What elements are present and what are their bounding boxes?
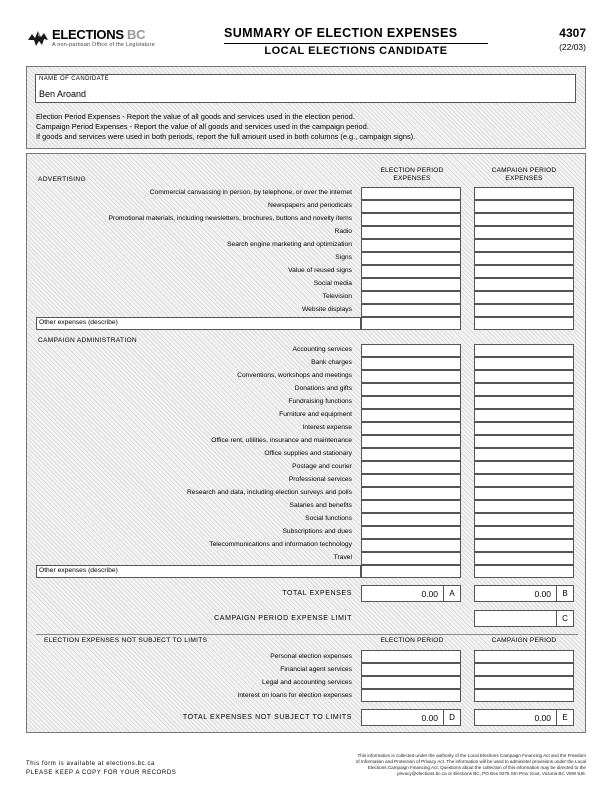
- campaign-expense-input[interactable]: [474, 663, 574, 676]
- row-label: Furniture and equipment: [279, 411, 352, 418]
- campaign-expense-input[interactable]: [474, 278, 574, 291]
- campaign-expense-input[interactable]: [474, 689, 574, 702]
- campaign-expense-input[interactable]: [474, 239, 574, 252]
- row-label: Television: [322, 293, 352, 300]
- row-label: Telecommunications and information technology: [209, 541, 352, 548]
- row-label: Legal and accounting services: [262, 679, 352, 686]
- total-not-subject-campaign-value: 0.00: [534, 713, 551, 723]
- total-election-code: A: [443, 586, 460, 601]
- privacy-line: privacy@elections.bc.ca or Elections BC, PO Box 9275 Stn Prov Govt, Victoria BC V8W 9J6.: [397, 771, 586, 776]
- row-label: Financial agent services: [280, 666, 352, 673]
- campaign-expense-input[interactable]: [474, 396, 574, 409]
- campaign-expense-input[interactable]: [474, 357, 574, 370]
- campaign-limit-code: C: [556, 611, 573, 626]
- row-label: Travel: [333, 554, 352, 561]
- campaign-expense-input[interactable]: [474, 552, 574, 565]
- advertising-heading: ADVERTISING: [38, 176, 86, 183]
- row-label: Promotional materials, including newsletters, brochures, buttons and novelty items: [108, 215, 352, 222]
- row-label: Conventions, workshops and meetings: [237, 372, 352, 379]
- election-expense-input[interactable]: [361, 539, 461, 552]
- row-label: Interest expense: [302, 424, 352, 431]
- instruction-both: If goods and services were used in both periods, report the full amount used in both columns (e.g., campaign signs).: [36, 132, 416, 141]
- election-expense-input[interactable]: [361, 650, 461, 663]
- administration-other-description-input[interactable]: [36, 565, 361, 578]
- candidate-name-value: Ben Aroand: [39, 89, 87, 99]
- column-header-election: ELECTION PERIOD EXPENSES: [380, 167, 444, 182]
- column-header-campaign-short: CAMPAIGN PERIOD: [491, 637, 557, 644]
- row-label: Fundraising functions: [288, 398, 352, 405]
- campaign-expense-input[interactable]: [474, 650, 574, 663]
- administration-heading: CAMPAIGN ADMINISTRATION: [38, 337, 137, 344]
- campaign-expense-input[interactable]: [474, 370, 574, 383]
- campaign-expense-input[interactable]: [474, 435, 574, 448]
- campaign-expense-input[interactable]: [474, 213, 574, 226]
- election-expense-input[interactable]: [361, 552, 461, 565]
- section-divider: [36, 634, 578, 635]
- row-label: Office rent, utilities, insurance and maintenance: [211, 437, 352, 444]
- election-expense-input[interactable]: [361, 265, 461, 278]
- row-label: Office supplies and stationary: [264, 450, 352, 457]
- campaign-expense-input[interactable]: [474, 187, 574, 200]
- total-campaign-value: 0.00: [534, 589, 551, 599]
- election-expense-input[interactable]: [361, 487, 461, 500]
- form-number: 4307: [559, 26, 586, 40]
- row-label: Social functions: [305, 515, 352, 522]
- privacy-line: of Information and Protection of Privacy Act. The information will be used to administer provisions under the Local: [355, 759, 586, 764]
- campaign-expense-input[interactable]: [474, 200, 574, 213]
- logo-mark-icon: [26, 28, 50, 48]
- instruction-election: Election Period Expenses - Report the value of all goods and services used in the election period.: [36, 112, 355, 121]
- other-expenses-label: Other expenses (describe): [39, 567, 118, 574]
- election-expense-input[interactable]: [361, 213, 461, 226]
- row-label: Accounting services: [292, 346, 352, 353]
- row-label: Personal election expenses: [270, 653, 352, 660]
- total-election-expenses-field[interactable]: [361, 585, 461, 602]
- election-expense-input[interactable]: [361, 278, 461, 291]
- campaign-limit-field[interactable]: [474, 610, 574, 627]
- election-expense-input[interactable]: [361, 226, 461, 239]
- election-expense-input[interactable]: [361, 370, 461, 383]
- election-expense-input[interactable]: [361, 676, 461, 689]
- campaign-expense-input[interactable]: [474, 448, 574, 461]
- candidate-panel: [26, 66, 586, 149]
- total-not-subject-election-code: D: [443, 710, 460, 725]
- total-campaign-expenses-field[interactable]: [474, 585, 574, 602]
- campaign-expense-input[interactable]: [474, 526, 574, 539]
- election-expense-input[interactable]: [361, 461, 461, 474]
- logo-text: ELECTIONS BC: [52, 27, 146, 42]
- campaign-expense-input[interactable]: [474, 487, 574, 500]
- footer-website-note: This form is available at elections.bc.ca: [26, 761, 155, 767]
- campaign-expense-input[interactable]: [474, 265, 574, 278]
- total-campaign-code: B: [556, 586, 573, 601]
- election-expense-input[interactable]: [361, 187, 461, 200]
- election-expense-input[interactable]: [361, 252, 461, 265]
- other-expenses-label: Other expenses (describe): [39, 319, 118, 326]
- row-label: Radio: [334, 228, 352, 235]
- campaign-expense-input[interactable]: [474, 226, 574, 239]
- logo-subtitle: A non-partisan Office of the Legislature: [52, 42, 155, 48]
- row-label: Newspapers and periodicals: [267, 202, 352, 209]
- election-expense-input[interactable]: [361, 526, 461, 539]
- total-not-subject-election-field[interactable]: [361, 709, 461, 726]
- election-expense-input[interactable]: [361, 663, 461, 676]
- privacy-line: Elections Campaign Financing Act. Questions about the collection of this information may be directed to the: [367, 765, 586, 770]
- form-subtitle: LOCAL ELECTIONS CANDIDATE: [264, 45, 448, 57]
- row-label: Interest on loans for election expenses: [237, 692, 352, 699]
- row-label: Research and data, including election surveys and polls: [186, 489, 352, 496]
- campaign-expense-input[interactable]: [474, 676, 574, 689]
- election-expense-input[interactable]: [361, 317, 461, 330]
- campaign-expense-input[interactable]: [474, 344, 574, 357]
- candidate-name-label: NAME OF CANDIDATE: [39, 76, 110, 82]
- footer-privacy-notice: [334, 753, 586, 777]
- row-label: Search engine marketing and optimization: [227, 241, 352, 248]
- footer-keep-copy-note: PLEASE KEEP A COPY FOR YOUR RECORDS: [26, 770, 177, 776]
- row-label: Commercial canvassing in person, by telephone, or over the internet: [149, 189, 352, 196]
- privacy-line: This information is collected under the authority of the Local Elections Campaign Financing Act and the Freedom: [357, 753, 586, 758]
- row-label: Social media: [313, 280, 352, 287]
- election-expense-input[interactable]: [361, 304, 461, 317]
- row-label: Website displays: [301, 306, 352, 313]
- election-expense-input[interactable]: [361, 383, 461, 396]
- instruction-campaign: Campaign Period Expenses - Report the value of all goods and services used in the campaign period.: [36, 122, 369, 131]
- election-expense-input[interactable]: [361, 291, 461, 304]
- row-label: Donations and gifts: [294, 385, 352, 392]
- election-expense-input[interactable]: [361, 422, 461, 435]
- advertising-other-description-input[interactable]: [36, 317, 361, 330]
- total-not-subject-election-value: 0.00: [421, 713, 438, 723]
- total-not-subject-campaign-field[interactable]: [474, 709, 574, 726]
- elections-bc-logo: [26, 26, 166, 52]
- form-title: SUMMARY OF ELECTION EXPENSES: [224, 26, 488, 44]
- campaign-expense-input[interactable]: [474, 422, 574, 435]
- campaign-expense-input[interactable]: [474, 500, 574, 513]
- election-expense-input[interactable]: [361, 409, 461, 422]
- election-expense-input[interactable]: [361, 474, 461, 487]
- campaign-expense-input[interactable]: [474, 461, 574, 474]
- row-label: Signs: [335, 254, 352, 261]
- total-not-subject-campaign-code: E: [556, 710, 573, 725]
- election-expense-input[interactable]: [361, 513, 461, 526]
- campaign-expense-input[interactable]: [474, 474, 574, 487]
- election-expense-input[interactable]: [361, 357, 461, 370]
- total-election-value: 0.00: [421, 589, 438, 599]
- total-expenses-label: TOTAL EXPENSES: [282, 590, 352, 597]
- election-expense-input[interactable]: [361, 200, 461, 213]
- candidate-name-field[interactable]: [35, 74, 576, 103]
- election-expense-input[interactable]: [361, 239, 461, 252]
- row-label: Salaries and benefits: [289, 502, 352, 509]
- row-label: Bank charges: [311, 359, 352, 366]
- campaign-expense-input[interactable]: [474, 291, 574, 304]
- not-subject-heading: ELECTION EXPENSES NOT SUBJECT TO LIMITS: [44, 637, 208, 644]
- election-expense-input[interactable]: [361, 689, 461, 702]
- campaign-expense-input[interactable]: [474, 513, 574, 526]
- row-label: Postage and courier: [292, 463, 352, 470]
- election-expense-input[interactable]: [361, 344, 461, 357]
- row-label: Subscriptions and dues: [282, 528, 352, 535]
- campaign-expense-input[interactable]: [474, 383, 574, 396]
- row-label: Value of reused signs: [288, 267, 352, 274]
- campaign-expense-input[interactable]: [474, 409, 574, 422]
- election-expense-input[interactable]: [361, 565, 461, 578]
- election-expense-input[interactable]: [361, 500, 461, 513]
- row-label: Professional services: [288, 476, 352, 483]
- election-expense-input[interactable]: [361, 396, 461, 409]
- form-version: (22/03): [559, 42, 586, 52]
- election-expense-input[interactable]: [361, 448, 461, 461]
- campaign-expense-input[interactable]: [474, 539, 574, 552]
- election-expense-input[interactable]: [361, 435, 461, 448]
- campaign-expense-input[interactable]: [474, 565, 574, 578]
- campaign-expense-input[interactable]: [474, 304, 574, 317]
- column-header-election-short: ELECTION PERIOD: [380, 637, 444, 644]
- campaign-expense-input[interactable]: [474, 317, 574, 330]
- campaign-limit-label: CAMPAIGN PERIOD EXPENSE LIMIT: [214, 615, 352, 622]
- total-not-subject-label: TOTAL EXPENSES NOT SUBJECT TO LIMITS: [182, 714, 352, 721]
- column-header-campaign: CAMPAIGN PERIOD EXPENSES: [491, 167, 557, 182]
- campaign-expense-input[interactable]: [474, 252, 574, 265]
